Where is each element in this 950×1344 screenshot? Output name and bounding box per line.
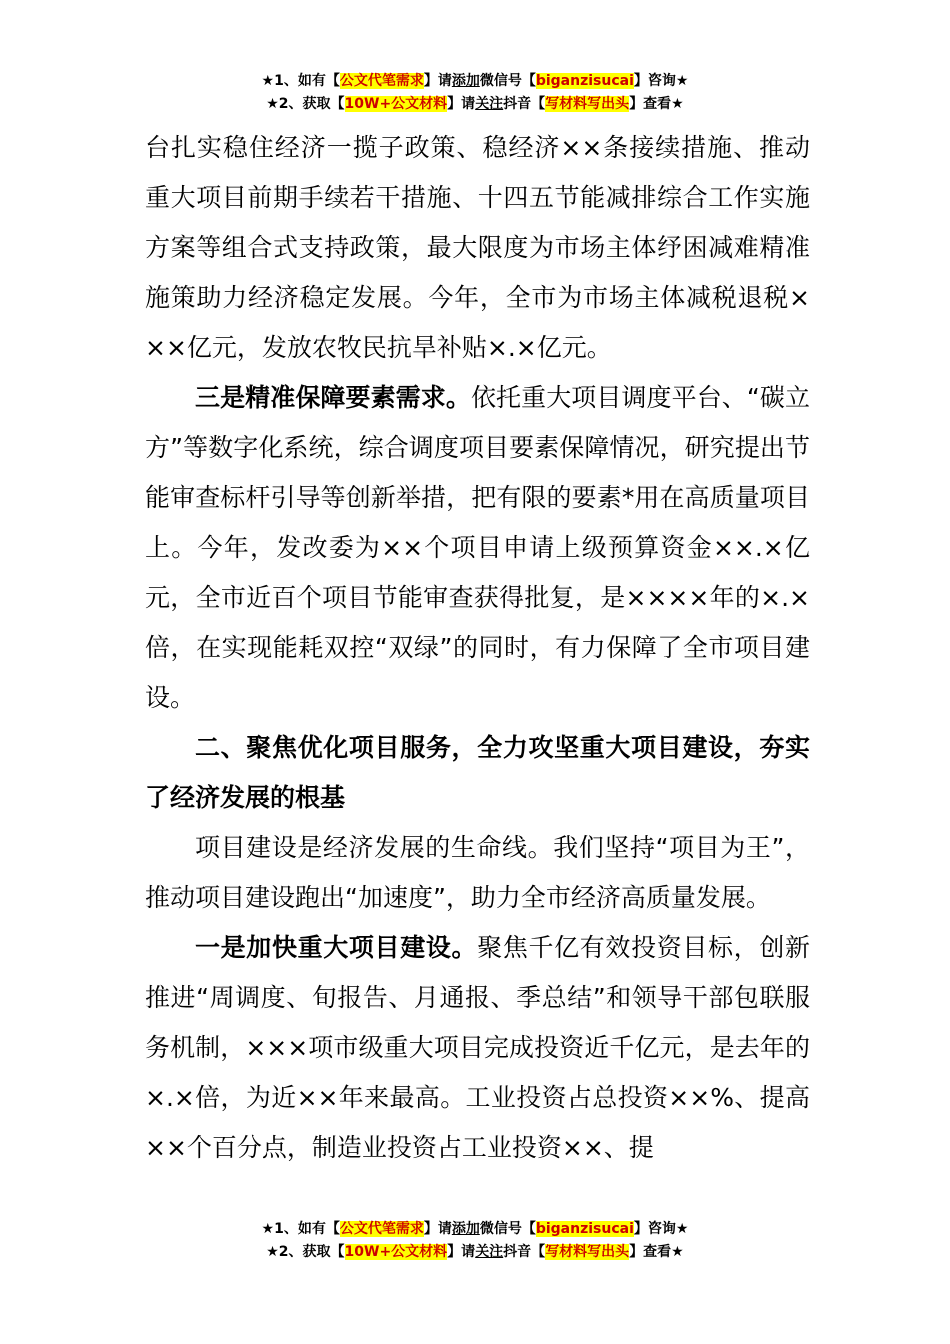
banner-highlight: 10W+公文材料 — [344, 1244, 448, 1260]
paragraph-2 — [145, 373, 810, 723]
banner-text: ★1、如有【 — [261, 73, 340, 89]
paragraph-lead: 一是加快重大项目建设。 — [195, 933, 478, 962]
banner-text: 】请 — [423, 73, 452, 89]
banner-highlight: 公文代笔需求 — [339, 1221, 424, 1237]
banner-text: ★2、获取【 — [266, 96, 345, 112]
banner-highlight: biganzisucai — [535, 1221, 634, 1237]
banner-highlight: 公文代笔需求 — [339, 73, 424, 89]
banner-text: 微信号【 — [479, 73, 536, 89]
banner-text: ★2、获取【 — [266, 1244, 345, 1260]
paragraph-4 — [145, 923, 810, 1173]
footer-banner — [0, 1218, 950, 1264]
banner-line-2 — [0, 93, 950, 116]
paragraph-lead: 三是精准保障要素需求。 — [195, 383, 471, 412]
banner-underline: 添加 — [451, 73, 480, 89]
banner-underline: 添加 — [451, 1221, 480, 1237]
banner-text: 】查看★ — [629, 96, 684, 112]
paragraph-3: 项目建设是经济发展的生命线。我们坚持“项目为王”，推动项目建设跑出“加速度”，助力全市经济高质量发展。 — [145, 833, 810, 912]
banner-underline: 关注 — [475, 96, 504, 112]
banner-highlight: 写材料写出头 — [545, 1244, 630, 1260]
banner-text: 】请 — [447, 96, 476, 112]
banner-text: 抖音【 — [503, 1244, 546, 1260]
document-body — [145, 123, 810, 1173]
banner-line-1 — [0, 70, 950, 93]
banner-text: 抖音【 — [503, 96, 546, 112]
banner-line-1 — [0, 1218, 950, 1241]
banner-highlight: 写材料写出头 — [545, 96, 630, 112]
paragraph-text: 依托重大项目调度平台、“碳立方”等数字化系统，综合调度项目要素保障情况，研究提出节能审查标杆引导等创新举措，把有限的要素*用在高质量项目上。今年，发改委为××个项目申请上级预算资金××.×亿元，全市近百个项目节能审查获得批复，是××××年的×.×倍，在实现能耗双控“双绿”的同时，有力保障了全市项目建设。 — [145, 383, 810, 712]
banner-text: 】咨询★ — [633, 73, 689, 89]
header-banner — [0, 70, 950, 116]
banner-line-2 — [0, 1241, 950, 1264]
banner-text: 】咨询★ — [633, 1221, 689, 1237]
banner-text: 微信号【 — [479, 1221, 536, 1237]
banner-text: 】请 — [423, 1221, 452, 1237]
banner-highlight: biganzisucai — [535, 73, 634, 89]
banner-text: 】查看★ — [629, 1244, 684, 1260]
banner-highlight: 10W+公文材料 — [344, 96, 448, 112]
paragraph-1: 台扎实稳住经济一揽子政策、稳经济××条接续措施、推动重大项目前期手续若干措施、十四五节能减排综合工作实施方案等组合式支持政策，最大限度为市场主体纾困减难精准施策助力经济稳定发展。今年，全市为市场主体减税退税×××亿元，发放农牧民抗旱补贴×.×亿元。 — [145, 133, 810, 362]
paragraph-text: 聚焦千亿有效投资目标，创新推进“周调度、旬报告、月通报、季总结”和领导干部包联服务机制，×××项市级重大项目完成投资近千亿元，是去年的×.×倍，为近××年来最高。工业投资占总投资××%、提高××个百分点，制造业投资占工业投资××、提 — [145, 933, 810, 1162]
banner-underline: 关注 — [475, 1244, 504, 1260]
section-heading: 二、聚焦优化项目服务，全力攻坚重大项目建设，夯实了经济发展的根基 — [145, 733, 810, 812]
banner-text: 】请 — [447, 1244, 476, 1260]
banner-text: ★1、如有【 — [261, 1221, 340, 1237]
